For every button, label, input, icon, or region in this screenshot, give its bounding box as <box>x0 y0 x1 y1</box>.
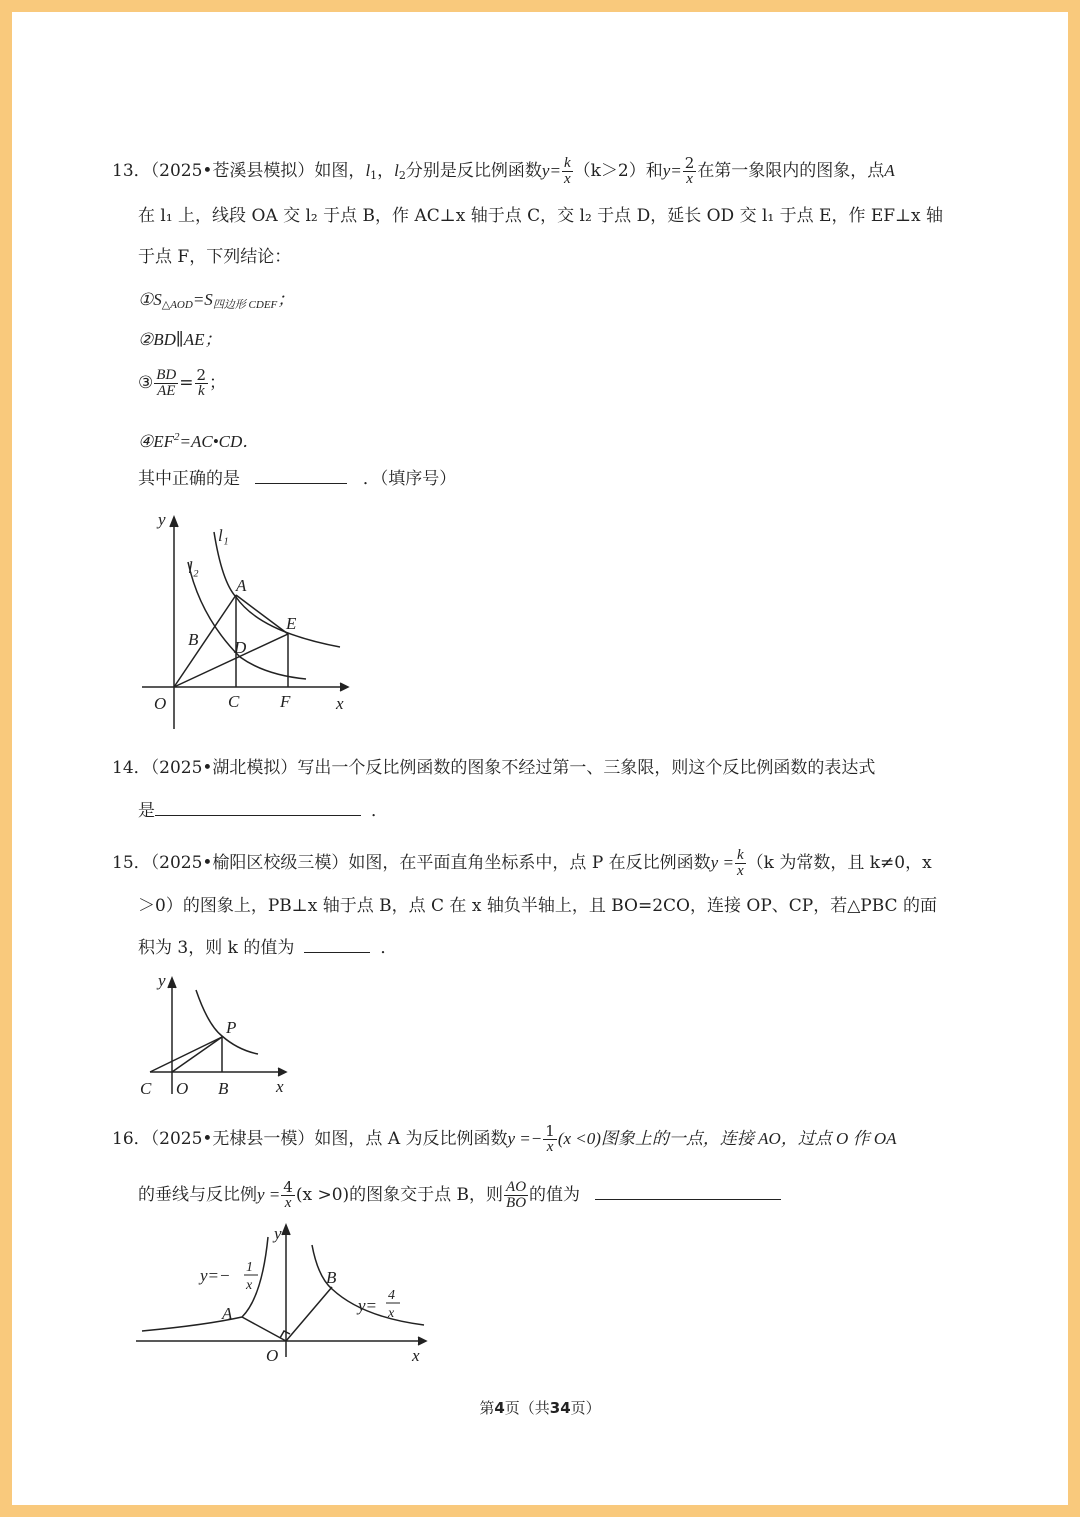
point-label-A: A <box>222 1304 233 1323</box>
q13-conclusion-2: ②BD∥AE； <box>138 330 222 349</box>
point-label-C: C <box>228 692 240 711</box>
point-label-F: F <box>280 692 291 711</box>
q16-line1: 16．（2025•无棣县一模）如图，点 A 为反比例函数y =− $\frac{1}{x}$ (x <0)图象上的一点，连接 AO，过点 O 作 OA <box>112 1122 897 1155</box>
fraction: $\frac{BD}{AE}$ <box>156 367 177 399</box>
curve-label-l2: l₂ <box>188 558 199 577</box>
curve-label-l1: l₁ <box>218 526 229 545</box>
curve-label-right-num: 4 <box>388 1288 395 1303</box>
fraction: $\frac{k}{x}$ <box>736 847 744 879</box>
point-label-A: A <box>236 576 247 595</box>
q14-line1: 14．（2025•湖北模拟）写出一个反比例函数的图象不经过第一、三象限，则这个反比例函数的表达式 <box>112 758 876 778</box>
fraction: $\frac{4}{x}$ <box>283 1178 293 1211</box>
point-label-O: O <box>154 694 167 713</box>
axis-label-y: y <box>274 1224 282 1243</box>
q15-line1: 15．（2025•榆阳区校级三模）如图，在平面直角坐标系中，点 P 在反比例函数y = $\frac{k}{x}$ （k 为常数，且 k≠0，x <box>112 847 932 879</box>
q16-figure <box>136 1217 436 1365</box>
q13-line2: 在 l₁ 上，线段 OA 交 l₂ 于点 B，作 AC⊥x 轴于点 C，交 l₂ 于点 D，延长 OD 交 l₁ 于点 E，作 EF⊥x 轴 <box>138 206 944 226</box>
q13-answer-line: 其中正确的是 ．（填序号） <box>138 469 457 489</box>
fraction: $\frac{2}{x}$ <box>684 154 695 187</box>
curve-label-left: y=− <box>200 1266 231 1285</box>
curve-label-right-den: x <box>388 1306 395 1321</box>
q16-line2: 的垂线与反比例y = $\frac{4}{x}$ (x >0)的图象交于点 B，则 $\frac{AO}{BO}$ 的值为 <box>138 1180 781 1211</box>
point-label-B: B <box>218 1079 229 1098</box>
axis-label-x: x <box>412 1346 420 1365</box>
axis-label-x: x <box>336 694 344 713</box>
axis-label-y: y <box>158 510 166 529</box>
q15-line3: 积为 3，则 k 的值为 ． <box>138 938 398 958</box>
answer-blank[interactable] <box>155 799 361 816</box>
q15-line2: ＞0）的图象上，PB⊥x 轴于点 B，点 C 在 x 轴负半轴上，且 BO=2CO，连接 OP、CP，若△PBC 的面 <box>138 896 937 916</box>
q13-conclusion-4: $④EF^2=AC•CD$． <box>138 431 260 451</box>
point-label-O: O <box>176 1079 189 1098</box>
answer-blank[interactable] <box>304 936 370 953</box>
curve-label-right: y= <box>358 1296 378 1315</box>
fraction: $\frac{2}{k}$ <box>196 366 207 399</box>
point-label-O: O <box>266 1346 279 1365</box>
q13-conclusion-3: ③ $\frac{BD}{AE}$ = $\frac{2}{k}$ ； <box>138 366 227 399</box>
point-label-P: P <box>226 1018 237 1037</box>
point-label-B: B <box>326 1268 337 1287</box>
exam-page <box>12 12 1068 1505</box>
q13-conclusion-1: $①S_{\triangle AOD}=S_{四边形 CDEF}$； <box>138 290 295 311</box>
answer-blank[interactable] <box>255 467 347 484</box>
point-label-E: E <box>286 614 297 633</box>
q14-line2: 是 ． <box>138 801 388 821</box>
fraction: $\frac{AO}{BO}$ <box>506 1179 527 1211</box>
q13-figure <box>130 507 350 737</box>
q15-figure <box>138 970 308 1100</box>
fraction: $\frac{1}{x}$ <box>545 1122 555 1155</box>
curve-label-left-num: 1 <box>246 1260 253 1275</box>
q13-line1: 13．（2025•苍溪县模拟）如图，$l_1$，$l_2$分别是反比例函数y= $\frac{k}{x}$ （k＞2）和y= $\frac{2}{x}$ 在第一象限内的图象，点A <box>112 154 895 187</box>
point-label-B: B <box>188 630 199 649</box>
point-label-C: C <box>140 1079 152 1098</box>
answer-blank[interactable] <box>595 1183 781 1200</box>
fraction: $\frac{k}{x}$ <box>563 155 571 187</box>
q13-line3: 于点 F，下列结论： <box>138 247 292 267</box>
axis-label-x: x <box>276 1077 284 1096</box>
curve-label-left-den: x <box>246 1278 253 1293</box>
axis-label-y: y <box>158 971 166 990</box>
point-label-D: D <box>234 638 247 657</box>
page-footer: 第4页（共34页） <box>479 1399 601 1417</box>
